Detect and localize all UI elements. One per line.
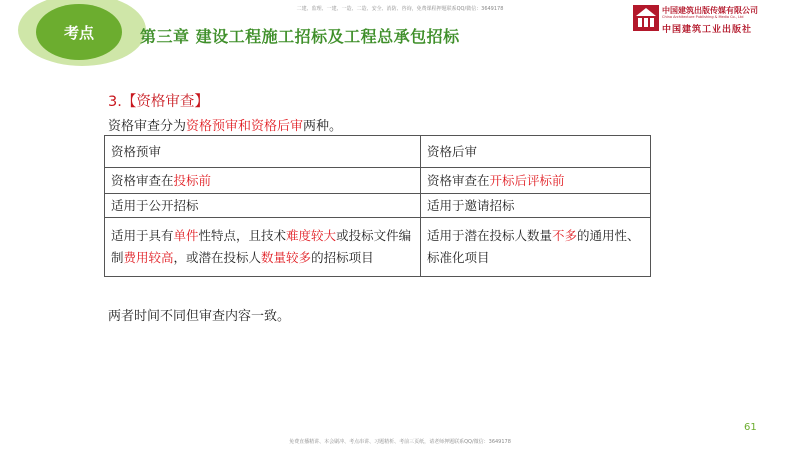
publisher-calligraphy: 中国建筑工业出版社: [662, 25, 753, 35]
table-row: [105, 168, 651, 194]
text-segment: 适用于公开招标: [111, 197, 199, 213]
table-cell: [421, 194, 651, 218]
publisher-emblem-icon: [632, 4, 660, 32]
page-number: 61: [744, 422, 757, 433]
highlight-text: 单件: [173, 228, 199, 243]
table-cell: [105, 194, 421, 218]
text-segment: 资格后审: [427, 143, 478, 159]
table-cell: [421, 218, 651, 277]
intro-text: [108, 115, 342, 134]
highlight-text: 难度较大: [286, 228, 337, 243]
text-segment: 资格预审: [111, 143, 162, 159]
table-cell: [421, 136, 651, 168]
text-segment: 资格审查在: [427, 172, 490, 188]
table-row: [105, 218, 651, 277]
highlight-text: 费用较高: [123, 250, 174, 265]
highlight-text: 资格预审和资格后审: [186, 119, 304, 134]
section-heading: 3.【资格审查】: [108, 94, 209, 110]
highlight-text: 开标后评标前: [489, 172, 565, 188]
text-segment: 资格审查分为: [108, 119, 187, 134]
highlight-text: 数量较多: [261, 250, 312, 265]
text-segment: 的通用性、标准化项目: [427, 228, 640, 265]
table-row: [105, 194, 651, 218]
table-cell: [105, 136, 421, 168]
publisher-name-cn: 中国建筑出版传媒有限公司: [662, 6, 758, 15]
table-header-row: [105, 136, 651, 168]
bottom-watermark: 免费直播精讲、本会刷冲、考点串讲、习题精析、考前三页纸，请老师押题联系QQ/微信：3649178: [289, 439, 511, 445]
table-cell: [105, 218, 421, 277]
text-segment: 两种。: [303, 119, 343, 134]
text-segment: 资格审查在: [111, 172, 174, 188]
highlight-text: 不多: [552, 228, 578, 243]
chapter-title: 第三章 建设工程施工招标及工程总承包招标: [140, 27, 460, 46]
text-segment: 性特点，且技术: [198, 228, 287, 243]
text-segment: ，或潜在投标人: [173, 250, 262, 265]
comparison-table: [104, 135, 651, 277]
text-segment: 或投标文件编制: [111, 228, 412, 265]
topic-badge-label: 考点: [63, 23, 94, 42]
text-segment: 适用于潜在投标人数量: [427, 228, 553, 243]
highlight-text: 投标前: [173, 172, 212, 188]
publisher-logo: [632, 4, 798, 34]
summary-text: 两者时间不同但审查内容一致。: [108, 309, 291, 324]
table-cell: [421, 168, 651, 194]
text-segment: 适用于邀请招标: [427, 197, 515, 213]
publisher-name-en: China Architecture Publishing & Media Co., Ltd: [662, 15, 744, 19]
text-segment: 的招标项目: [311, 250, 374, 265]
table-cell: [105, 168, 421, 194]
topic-badge: [36, 4, 122, 60]
top-watermark: 二建、监理、一建、一造、二造、安全、消防、咨询，免费课程押题联系QQ/微信：3649178: [296, 6, 504, 12]
text-segment: 适用于具有: [111, 228, 174, 243]
